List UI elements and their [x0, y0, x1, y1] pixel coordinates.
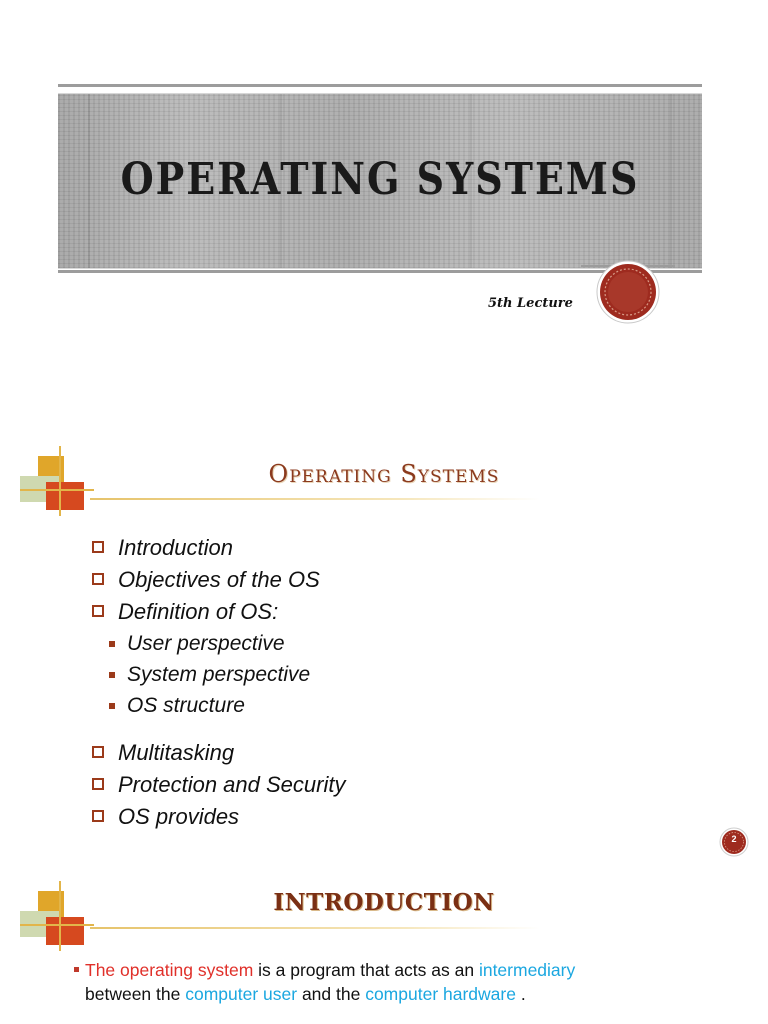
agenda-list	[92, 532, 345, 833]
list-item: Multitasking	[92, 737, 345, 769]
list-item: Definition of OS:	[92, 596, 345, 628]
title-underline	[90, 498, 540, 500]
checkbox-bullet-icon	[92, 746, 104, 758]
sub-list-item: User perspective	[92, 628, 345, 659]
square-bullet-icon	[109, 703, 115, 709]
checkbox-bullet-icon	[92, 573, 104, 585]
slide-title: OPERATING SYSTEMS	[120, 152, 640, 205]
title-slide	[0, 0, 768, 430]
checkbox-bullet-icon	[92, 541, 104, 553]
square-bullet-icon	[109, 641, 115, 647]
list-item: OS provides	[92, 801, 345, 833]
circle-badge-icon	[581, 258, 675, 324]
lecture-subtitle: 5th Lecture	[488, 296, 573, 311]
intro-title: INTRODUCTION	[273, 889, 495, 916]
introduction-slide	[0, 875, 768, 1024]
list-item: Objectives of the OS	[92, 564, 345, 596]
checkbox-bullet-icon	[92, 810, 104, 822]
square-bullet-icon	[74, 967, 79, 972]
square-bullet-icon	[109, 672, 115, 678]
sub-list-item: OS structure	[92, 690, 345, 721]
page-number: 2	[731, 834, 737, 844]
list-item: Introduction	[92, 532, 345, 564]
title-underline	[90, 927, 540, 929]
agenda-slide	[0, 440, 768, 860]
checkbox-bullet-icon	[92, 778, 104, 790]
checkbox-bullet-icon	[92, 605, 104, 617]
top-rule	[58, 84, 702, 87]
list-item: Protection and Security	[92, 769, 345, 801]
sub-list-item: System perspective	[92, 659, 345, 690]
title-band	[58, 84, 702, 276]
agenda-title: Operating Systems	[268, 460, 500, 488]
intro-paragraph: The operating system is a program that acts as an intermediary between the computer user and the computer hardware .	[74, 958, 575, 1006]
textured-banner	[58, 93, 702, 269]
page-number-badge	[719, 827, 749, 857]
